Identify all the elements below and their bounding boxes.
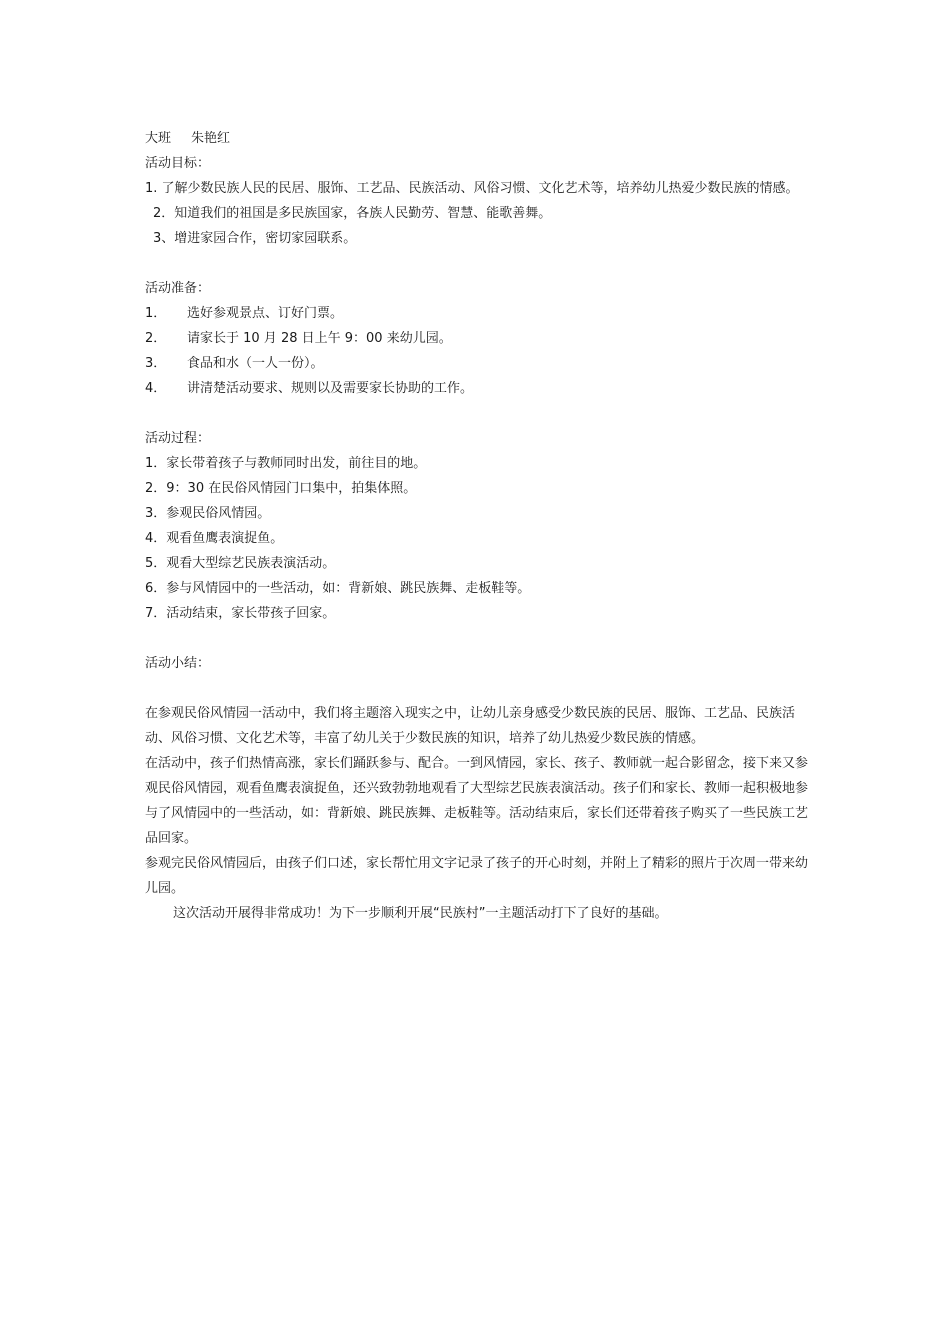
goals-heading: 活动目标： [145, 156, 211, 171]
summary-paragraph: 在活动中，孩子们热情高涨，家长们踊跃参与、配合。一到风情园，家长、孩子、教师就一起合影留念，接下来又参观民俗风情园，观看鱼鹰表演捉鱼，还兴致勃勃地观看了大型综艺民族表演活动。孩子们和家长、教师一起积极地参与了风情园中的一些活动，如：背新娘、跳民族舞、走板鞋等。活动结束后，家长们还带着孩子购买了一些民族工艺品回家。 [145, 756, 809, 846]
process-item: 5．观看大型综艺民族表演活动。 [145, 556, 336, 571]
process-heading: 活动过程： [145, 431, 211, 446]
preparation-item [145, 326, 810, 351]
item-text: 食品和水（一人一份）。 [187, 356, 324, 371]
preparation-heading: 活动准备： [145, 281, 211, 296]
preparation-item [145, 301, 810, 326]
process-item: 2．9：30 在民俗风情园门口集中，拍集体照。 [145, 481, 417, 496]
item-number: 4． [145, 381, 167, 396]
item-number: 1． [145, 306, 167, 321]
summary-paragraph: 在参观民俗风情园一活动中，我们将主题溶入现实之中，让幼儿亲身感受少数民族的民居、服饰、工艺品、民族活动、风俗习惯、文化艺术等，丰富了幼儿关于少数民族的知识，培养了幼儿热爱少数民族的情感。 [145, 706, 796, 746]
document-content [145, 126, 810, 926]
process-item: 4．观看鱼鹰表演捉鱼。 [145, 531, 284, 546]
process-item: 6．参与风情园中的一些活动，如：背新娘、跳民族舞、走板鞋等。 [145, 581, 531, 596]
item-number: 3． [145, 356, 167, 371]
item-number: 2． [145, 331, 167, 346]
item-text: 请家长于 10 月 28 日上午 9：00 来幼儿园。 [187, 331, 452, 346]
process-item: 1．家长带着孩子与教师同时出发，前往目的地。 [145, 456, 427, 471]
summary-heading: 活动小结： [145, 656, 211, 671]
process-item: 3．参观民俗风情园。 [145, 506, 271, 521]
goal-item: 1. 了解少数民族人民的民居、服饰、工艺品、民族活动、风俗习惯、文化艺术等，培养幼儿热爱少数民族的情感。 [145, 181, 799, 196]
class-name: 大班 [145, 131, 172, 146]
document-header [145, 126, 810, 151]
preparation-item [145, 376, 810, 401]
summary-paragraph: 这次活动开展得非常成功！为下一步顺利开展“民族村”一主题活动打下了良好的基础。 [173, 906, 668, 921]
summary-paragraph: 参观完民俗风情园后，由孩子们口述，家长帮忙用文字记录了孩子的开心时刻，并附上了精彩的照片于次周一带来幼儿园。 [145, 856, 809, 896]
process-item: 7．活动结束，家长带孩子回家。 [145, 606, 336, 621]
preparation-item [145, 351, 810, 376]
author-name: 朱艳红 [191, 131, 231, 146]
item-text: 选好参观景点、订好门票。 [187, 306, 344, 321]
goal-item: 3、增进家园合作，密切家园联系。 [153, 231, 357, 246]
goal-item: 2．知道我们的祖国是多民族国家，各族人民勤劳、智慧、能歌善舞。 [153, 206, 552, 221]
item-text: 讲清楚活动要求、规则以及需要家长协助的工作。 [187, 381, 474, 396]
